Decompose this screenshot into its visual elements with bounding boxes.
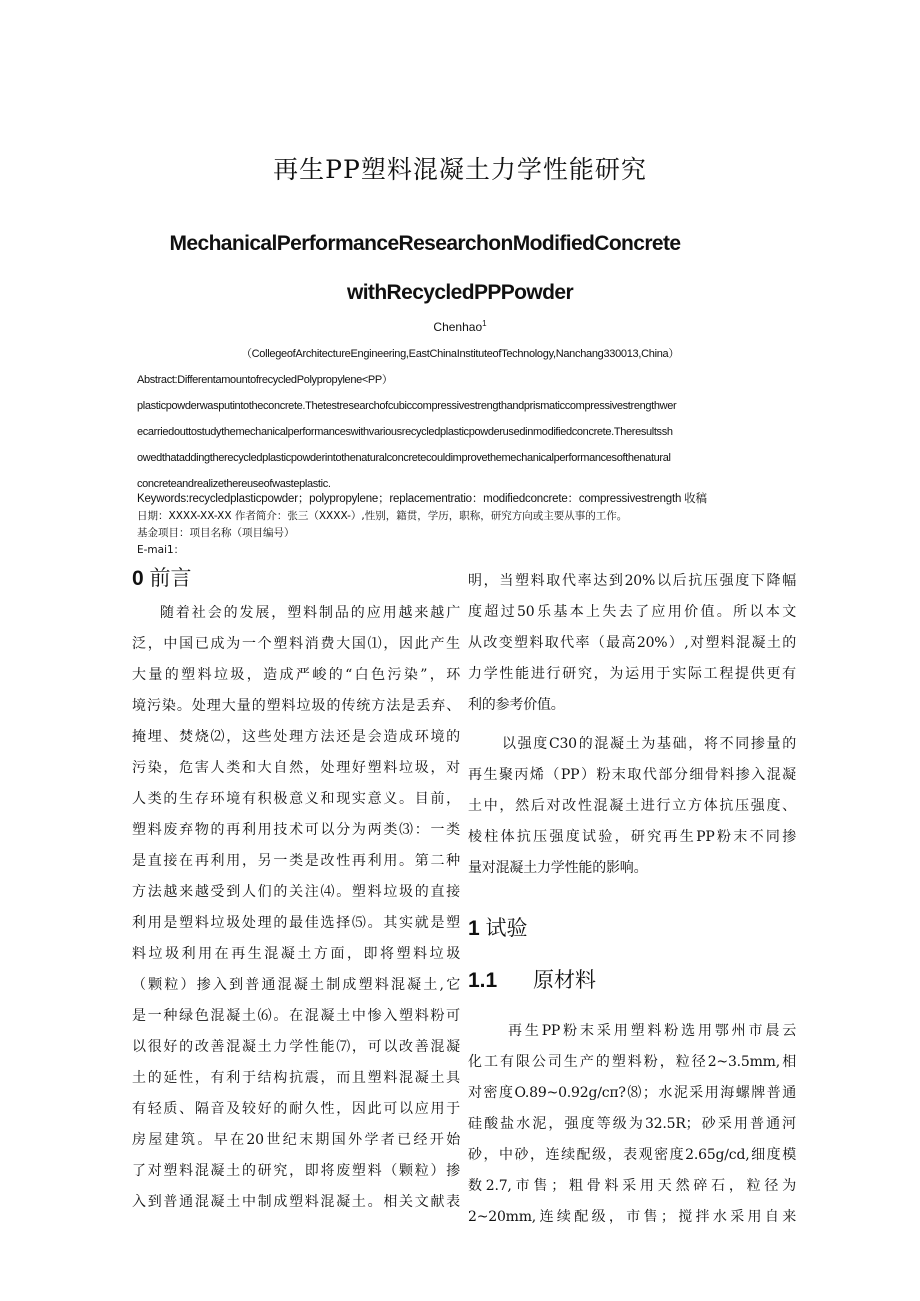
body-line: 土中，然后对改性混凝土进行立方体抗压强度、 [468, 798, 796, 814]
abstract [137, 367, 797, 497]
meta-line: E-mai1： [137, 544, 185, 556]
body-line: 房屋建筑。早在20世纪末期国外学者已经开始 [132, 1132, 460, 1148]
body-line: 棱柱体抗压强度试验，研究再生PP粉末不同掺 [468, 829, 796, 845]
subsection-heading-materials [468, 964, 796, 994]
body-line: 是一种绿色混凝土⑹。在混凝土中惨入塑料粉可 [132, 1008, 460, 1024]
abstract-line: owedthataddingtherecycledplasticpowderintothenaturalconcretecouldimprovethemechanicalperformancesofthenatural [137, 452, 671, 464]
body-line: 境污染。处理大量的塑料垃圾的传统方法是丢弃、 [132, 698, 460, 714]
body-line: 大量的塑料垃圾，造成严峻的“白色污染”，环 [132, 667, 460, 683]
author-affiliation-mark: 1 [482, 319, 487, 328]
meta-line: 日期：XXXX-XX-XX 作者简介：张三（XXXX-）,性别，籍贯，学历，职称，研究方向或主要从事的工作。 [137, 510, 628, 522]
body-line: 2~20mm,连续配级，市售；搅拌水采用自来 [468, 1209, 796, 1225]
keywords: Keywords:recycledplasticpowder；polypropylene；replacementratio：modifiedconcrete：compressivestrength 收稿 [137, 493, 707, 505]
abstract-line: ecarriedouttostudythemechanicalperformanceswithvariousrecycledplasticpowderusedinmodifiedconcrete.Theresultssh [137, 426, 673, 438]
body-line: 是直接在再利用，另一类是改性再利用。第二种 [132, 853, 460, 869]
body-line: 再生聚丙烯（PP）粉末取代部分细骨料掺入混凝 [468, 767, 796, 783]
abstract-line: plasticpowderwasputintotheconcrete.Thetestresearchofcubiccompressivestrengthandprismaticcompressivestrengthwer [137, 400, 677, 412]
body-line: 掩埋、焚烧⑵，这些处理方法还是会造成环境的 [132, 729, 460, 745]
paper-title-english-line-2: withRecycledPPPowder [346, 281, 574, 304]
body-line: 方法越来越受到人们的关注⑷。塑料垃圾的直接 [132, 884, 460, 900]
meta-line: 基金项目：项目名称（项目编号） [137, 527, 295, 539]
keywords-and-metadata [137, 491, 827, 559]
body-line: 塑料废弃物的再利用技术可以分为两类⑶：一类 [132, 822, 460, 838]
body-line: 有轻质、隔音及较好的耐久性，因此可以应用于 [132, 1101, 460, 1117]
affiliation: （CollegeofArchitectureEngineering,EastChinaInstituteofTechnology,Nanchang330013,China） [240, 348, 680, 360]
body-line: 力学性能进行研究，为运用于实际工程提供更有 [468, 666, 796, 682]
body-line: 了对塑料混凝土的研究，即将废塑料（颗粒）掺 [132, 1163, 460, 1179]
subsection-title: 原材料 [533, 968, 597, 992]
body-line: 量对混凝土力学性能的影响。 [468, 860, 648, 876]
section-title: 试验 [485, 916, 528, 940]
body-line: 度超过50乐基本上失去了应用价值。所以本文 [468, 604, 796, 620]
body-line: 以强度C30的混凝土为基础，将不同掺量的 [502, 736, 796, 752]
body-line: 利用是塑料垃圾处理的最佳选择⑸。其实就是塑 [132, 915, 460, 931]
body-line: 硅酸盐水泥，强度等级为32.5R；砂采用普通河 [468, 1116, 796, 1132]
body-line: 污染，危害人类和大自然，处理好塑料垃圾，对 [132, 760, 460, 776]
body-line: 泛，中国已成为一个塑料消费大国⑴，因此产生 [132, 636, 460, 652]
body-line: 从改变塑料取代率（最高20%）,对塑料混凝土的 [468, 635, 796, 651]
paper-title-chinese: 再生PP塑料混凝土力学性能研究 [273, 155, 647, 184]
body-line: 砂，中砂，连续配级，表观密度2.65g∕cd,细度模 [468, 1147, 796, 1163]
body-line: 土的延性，有利于结构抗震，而且塑料混凝土具 [132, 1070, 460, 1086]
section-heading-experiment [468, 912, 796, 942]
section-title: 前言 [149, 566, 192, 590]
body-line: 随着社会的发展，塑料制品的应用越来越广 [160, 605, 460, 621]
section-number: 1 [468, 917, 480, 940]
section-heading-preface [132, 562, 460, 592]
author [0, 319, 920, 334]
body-line: 再生PP粉末采用塑料粉选用鄂州市晨云 [508, 1023, 796, 1039]
subsection-number: 1.1 [468, 969, 498, 992]
abstract-line: Abstract:DifferentamountofrecycledPolypropylene<PP） [137, 374, 393, 386]
body-line: 入到普通混凝土中制成塑料混凝土。相关文献表 [132, 1194, 460, 1210]
section-number: 0 [132, 567, 144, 590]
paper-title-english-line-1: MechanicalPerformanceResearchonModifiedConcrete [169, 232, 681, 255]
body-line: 数2.7,市售；粗骨料采用天然碎石，粒径为 [468, 1178, 796, 1194]
body-line: 利的参考价值。 [468, 697, 565, 713]
body-line: （颗粒）掺入到普通混凝土制成塑料混凝土,它 [132, 977, 460, 993]
body-line: 人类的生存环境有积极意义和现实意义。目前， [132, 791, 460, 807]
body-line: 化工有限公司生产的塑料粉，粒径2~3.5mm,相 [468, 1054, 796, 1070]
abstract-line: concreteandrealizethereuseofwasteplastic. [137, 478, 331, 490]
left-column [132, 562, 460, 1218]
right-column [468, 566, 796, 1233]
body-line: 料垃圾利用在再生混凝土方面，即将塑料垃圾 [132, 946, 460, 962]
author-name: Chenhao [433, 320, 483, 334]
body-line: 对密度O.89~0.92g∕cπ?⑻；水泥采用海螺牌普通 [468, 1085, 796, 1101]
body-line: 明，当塑料取代率达到20%以后抗压强度下降幅 [468, 573, 796, 589]
body-line: 以很好的改善混凝土力学性能⑺，可以改善混凝 [132, 1039, 460, 1055]
